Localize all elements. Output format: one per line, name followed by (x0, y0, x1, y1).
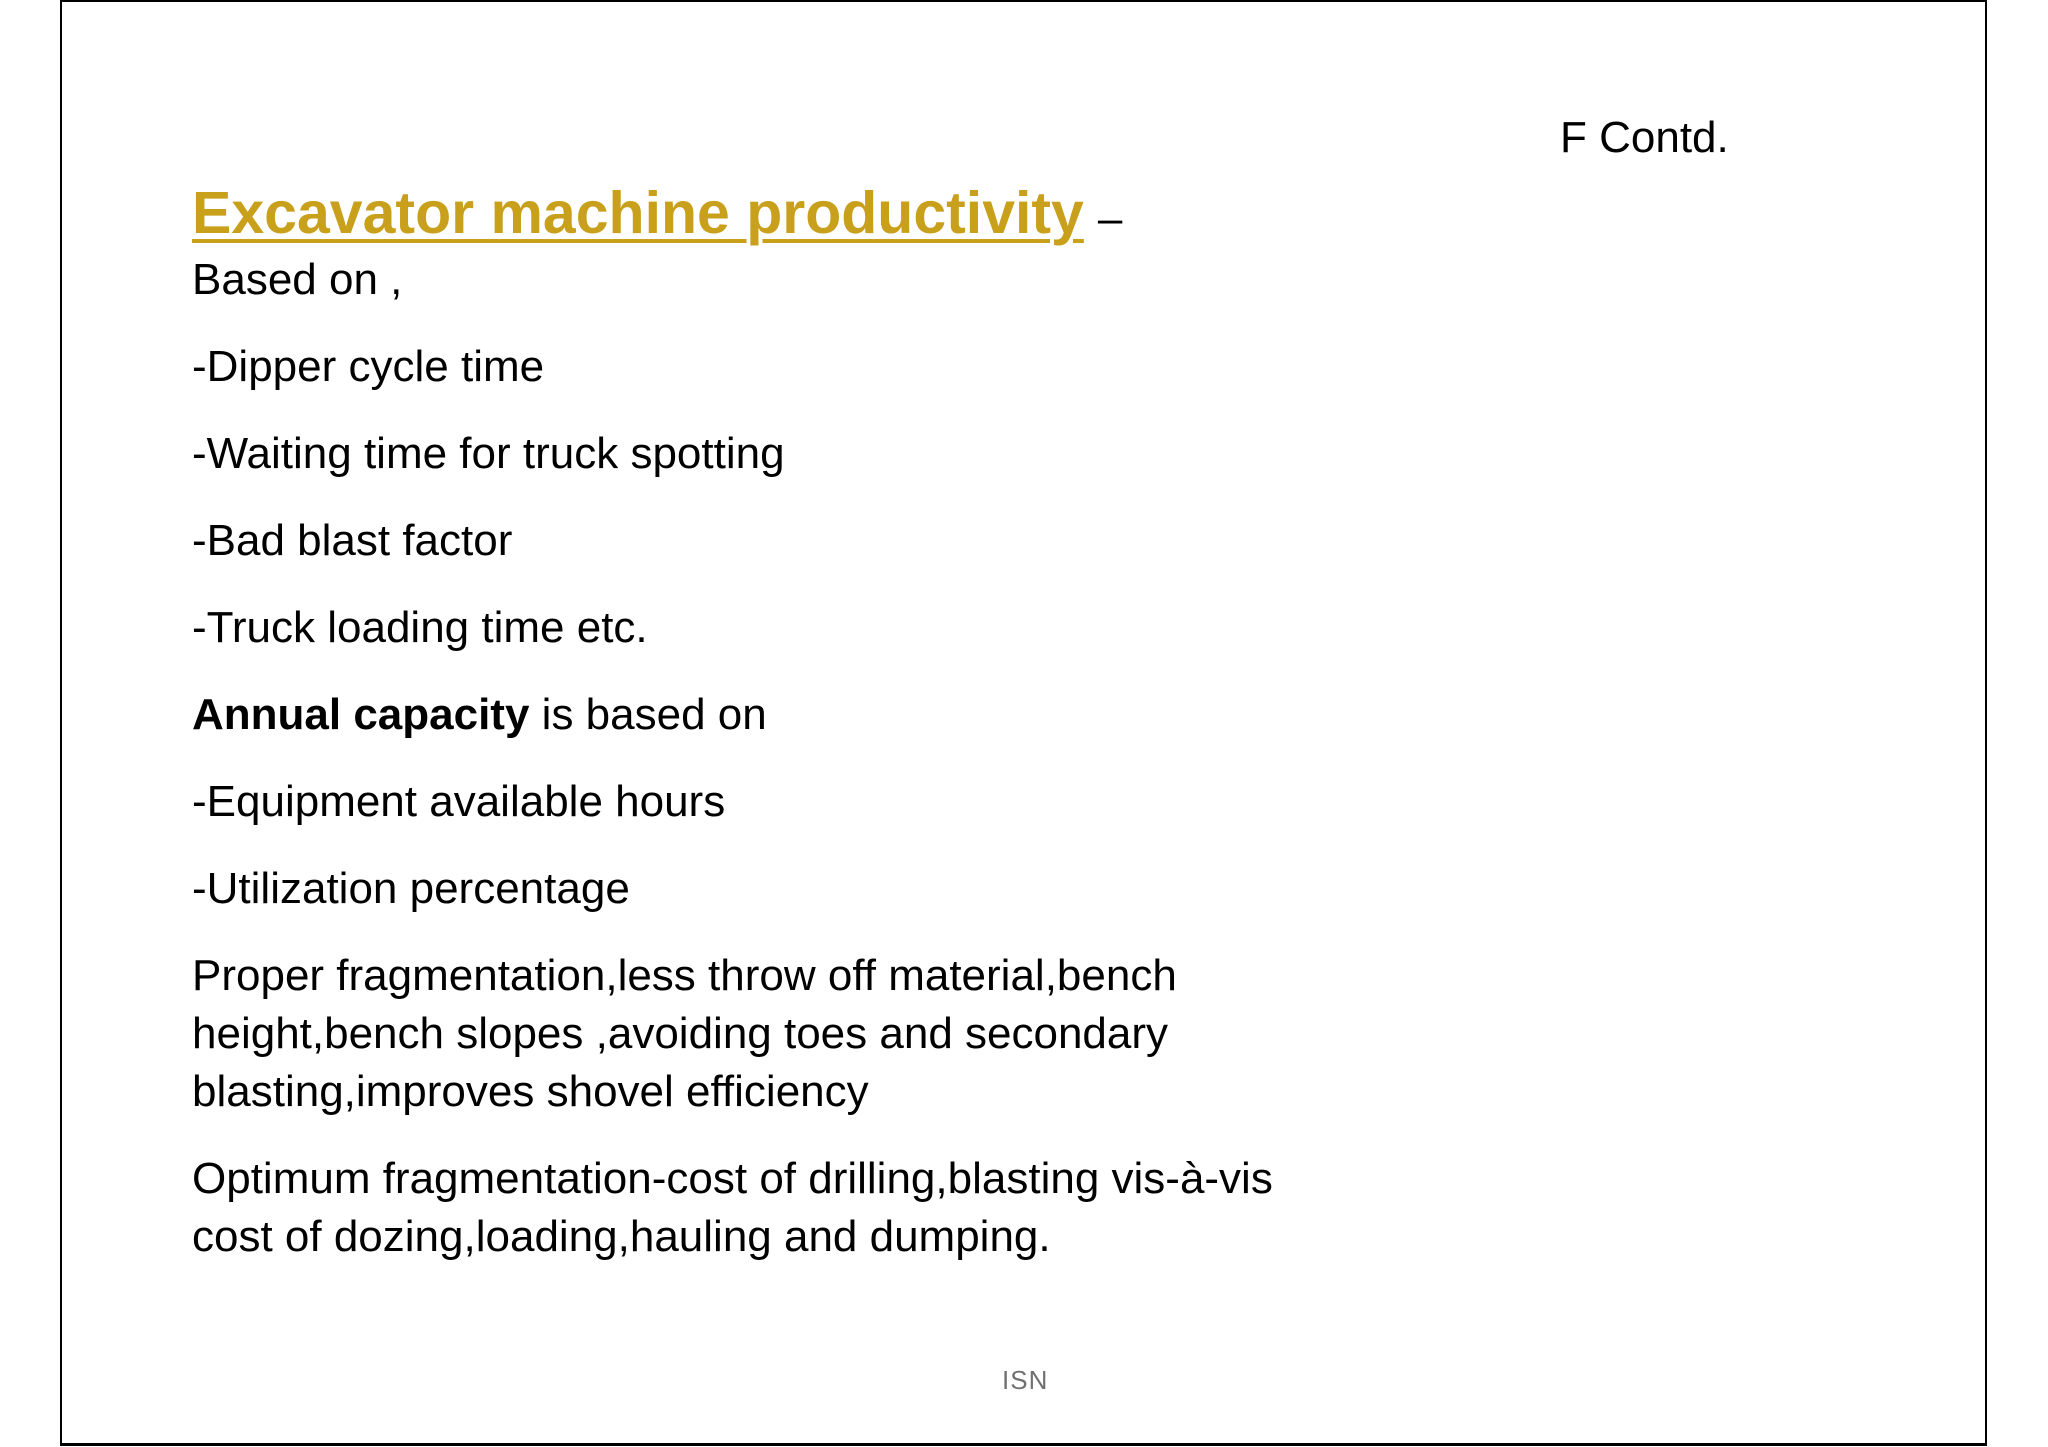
slide-title: Excavator machine productivity (192, 180, 1084, 246)
capacity-equipment-hours: -Equipment available hours (192, 777, 726, 826)
annual-capacity-bold: Annual capacity (192, 690, 530, 739)
factor-dipper-cycle-time: -Dipper cycle time (192, 342, 545, 391)
title-line (192, 175, 1312, 251)
factor-bad-blast: -Bad blast factor (192, 516, 513, 565)
slide-corner-label: F Contd. (1560, 113, 1729, 162)
factor-waiting-time: -Waiting time for truck spotting (192, 429, 785, 478)
annual-capacity-rest: is based on (529, 690, 767, 739)
annual-capacity-line (192, 686, 1312, 744)
based-on-label: Based on , (192, 255, 403, 304)
slide-content (192, 175, 1312, 1266)
paragraph-optimum: Optimum fragmentation-cost of drilling,blasting vis-à-vis cost of dozing,loading,hauling and dumping. (192, 1154, 1273, 1261)
capacity-utilization: -Utilization percentage (192, 864, 630, 913)
paragraph-fragmentation: Proper fragmentation,less throw off material,bench height,bench slopes ,avoiding toes and secondary blasting,improves shovel efficiency (192, 951, 1177, 1116)
factor-truck-loading: -Truck loading time etc. (192, 603, 648, 652)
slide-footer: ISN (1002, 1365, 1049, 1395)
title-dash: – (1097, 194, 1123, 243)
